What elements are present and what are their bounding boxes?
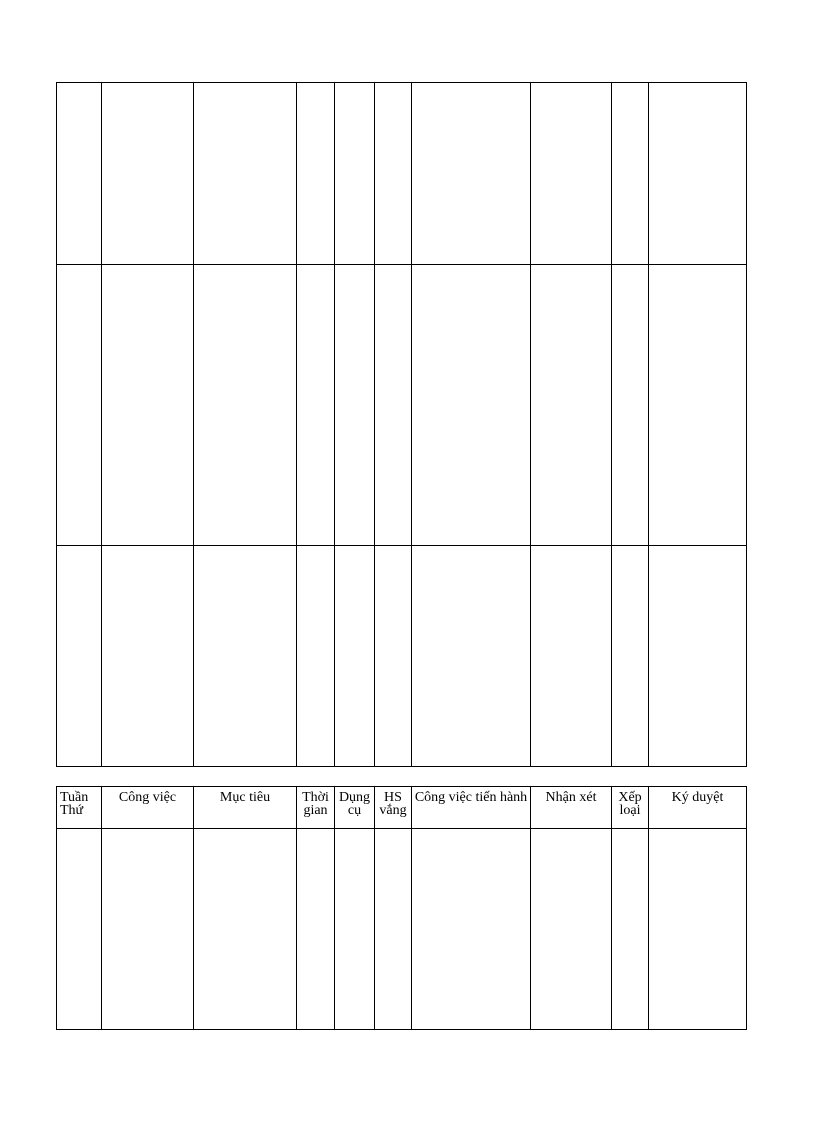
cell-objective [194, 83, 297, 265]
cell-equipment [335, 829, 375, 1030]
cell-remarks [531, 546, 612, 767]
cell-equipment [335, 546, 375, 767]
cell-approval [649, 829, 747, 1030]
weekly-plan-table-continued [56, 82, 747, 767]
header-week-day: Tuần Thứ [57, 787, 102, 829]
cell-time [297, 265, 335, 546]
cell-remarks [531, 265, 612, 546]
header-approval: Ký duyệt [649, 787, 747, 829]
cell-approval [649, 546, 747, 767]
header-remarks: Nhận xét [531, 787, 612, 829]
cell-progress [412, 829, 531, 1030]
cell-absent [375, 546, 412, 767]
header-objective: Mục tiêu [194, 787, 297, 829]
cell-rating [612, 265, 649, 546]
cell-week [57, 265, 102, 546]
cell-progress [412, 265, 531, 546]
cell-week [57, 83, 102, 265]
cell-objective [194, 829, 297, 1030]
table-row [57, 265, 747, 546]
cell-approval [649, 265, 747, 546]
cell-progress [412, 83, 531, 265]
cell-remarks [531, 83, 612, 265]
cell-time [297, 829, 335, 1030]
cell-rating [612, 546, 649, 767]
header-absent-students: HS vắng [375, 787, 412, 829]
header-task: Công việc [102, 787, 194, 829]
cell-remarks [531, 829, 612, 1030]
cell-objective [194, 546, 297, 767]
header-row [57, 787, 747, 829]
table-row [57, 83, 747, 265]
header-work-progress: Công việc tiến hành [412, 787, 531, 829]
cell-time [297, 546, 335, 767]
cell-rating [612, 83, 649, 265]
cell-rating [612, 829, 649, 1030]
cell-approval [649, 83, 747, 265]
cell-week [57, 546, 102, 767]
cell-equipment [335, 265, 375, 546]
table-row [57, 829, 747, 1030]
cell-task [102, 83, 194, 265]
cell-absent [375, 829, 412, 1030]
cell-equipment [335, 83, 375, 265]
weekly-plan-table [56, 786, 747, 1030]
cell-task [102, 265, 194, 546]
cell-progress [412, 546, 531, 767]
cell-time [297, 83, 335, 265]
header-rating: Xếp loại [612, 787, 649, 829]
header-time: Thời gian [297, 787, 335, 829]
cell-week [57, 829, 102, 1030]
cell-absent [375, 265, 412, 546]
cell-task [102, 829, 194, 1030]
cell-task [102, 546, 194, 767]
cell-objective [194, 265, 297, 546]
table-row [57, 546, 747, 767]
cell-absent [375, 83, 412, 265]
header-equipment: Dụng cụ [335, 787, 375, 829]
